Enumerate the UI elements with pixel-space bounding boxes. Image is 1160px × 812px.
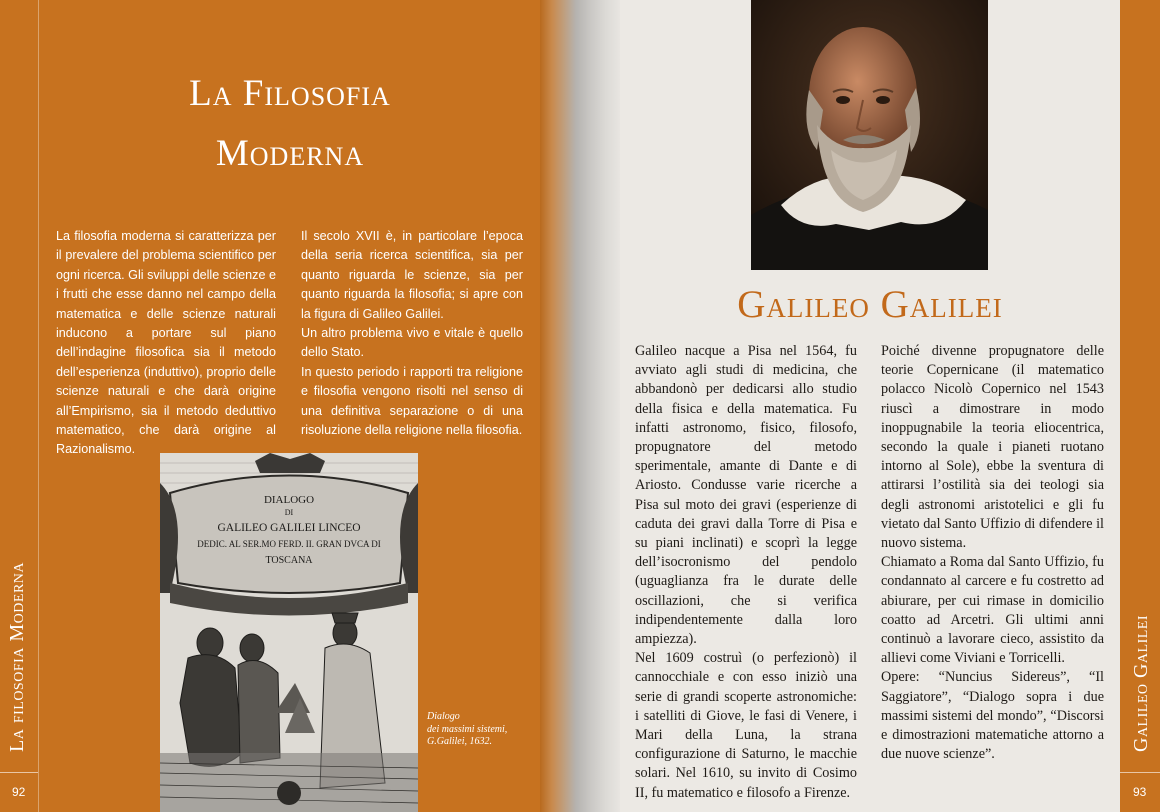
- paragraph: Il secolo XVII è, in particolare l’epoca della seria ricerca scientifica, sia per quanto riguarda le scienze, sia per quanto riguarda la filosofia; si apre con la figura di Galileo Galilei.: [301, 229, 523, 321]
- paragraph: Chiamato a Roma dal Santo Uffizio, fu condannato al carcere e fu costretto ad abiurare, per cui rimase in domicilio coatto ad Arcetri. Gli ultimi anni continuò a lavorare cieco, assistito da allievi come Viviani e Torricelli.: [881, 554, 1104, 667]
- left-page: [0, 0, 540, 812]
- paragraph: La filosofia moderna si caratterizza per il prevalere del problema scientifico per ogni ricerca. Gli sviluppi delle scienze e i frutti che esse danno nel campo della matematica e delle scienze naturali inducono a portare sul piano dell’indagine filosofica sia il metodo dell’esperienza (induttivo), proprio delle scienze naturali e che darà origine all’Empirismo, sia il metodo deduttivo matematico, che darà origine al Razionalismo.: [56, 229, 276, 457]
- galileo-portrait-image: [751, 0, 988, 270]
- emblem-icon: [277, 781, 301, 805]
- chapter-title-line-1: La Filosofia: [189, 73, 391, 114]
- banner-text-1: DIALOGO: [263, 494, 315, 506]
- left-running-title: La filosofia Moderna: [6, 561, 28, 752]
- caption-line-1: Dialogo: [427, 711, 460, 722]
- paragraph: Un altro problema vivo e vitale è quello dello Stato.: [301, 326, 523, 360]
- image-caption: [427, 711, 532, 749]
- intro-column-1: [56, 227, 276, 460]
- banner-text-5: TOSCANA: [265, 555, 313, 566]
- dialogo-frontispiece-image: [160, 453, 418, 812]
- person-title: Galileo Galilei: [737, 283, 1003, 326]
- paragraph: Galileo nacque a Pisa nel 1564, fu avviato agli studi di medicina, che abbandonò per dedicarsi allo studio della fisica e della matematica. Fu infatti astronomo, fisico, filosofo, propugnatore del metodo sperimentale, amante di Dante e di Ariosto. Condusse varie ricerche a Pisa sul moto dei gravi (esperienze di caduta dei gravi dalla Torre di Pisa e su piani inclinati) e scoprì la legge dell’isocronismo del pendolo (uguaglianza fra le durate delle oscillazioni, che si verifica indipendentemente dalla loro ampiezza).: [635, 343, 857, 648]
- bio-column-2: [881, 342, 1104, 764]
- caption-line-2: dei massimi sistemi,: [427, 723, 508, 735]
- footer-rule: [1120, 772, 1160, 773]
- paragraph: Poiché divenne propugnatore delle teorie Copernicane (il matematico polacco Nicolò Copernico nel 1543 riuscì a dimostrare in modo inoppugnabile la teoria eliocentrica, secondo la quale i pianeti ruotano intorno al Sole), ebbe la sventura di attirarsi l’ostilità sia dei teologi sia degli astronomi aristotelici e gli fu vietato dal Santo Uffizio di difendere il nuovo sistema.: [881, 343, 1104, 552]
- banner-text-4: DEDIC. AL SER.MO FERD. II. GRAN DVCA DI: [197, 539, 381, 549]
- bio-column-1: [635, 342, 857, 803]
- engraving-illustration: [160, 453, 418, 812]
- banner-text-2: DI: [284, 508, 294, 517]
- book-gutter: [540, 0, 620, 812]
- paragraph: Opere: “Nuncius Sidereus”, “Il Saggiatore”, “Dialogo sopra i due massimi sistemi del mondo”, “Discorsi e dimostrazioni matematiche attorno a due nuove scienze”.: [881, 669, 1104, 763]
- paragraph: In questo periodo i rapporti tra religione e filosofia vengono risolti nel senso di una definitiva separazione o di una risoluzione della religione nella filosofia.: [301, 364, 523, 438]
- chapter-title: [90, 64, 490, 184]
- banner-text-3: GALILEO GALILEI LINCEO: [217, 522, 361, 534]
- caption-line-3: G.Galilei, 1632.: [427, 736, 492, 747]
- paragraph: Nel 1609 costruì (o perfezionò) il cannocchiale e con esso iniziò una serie di grandi scoperte astronomiche: i satelliti di Giove, le fasi di Venere, i Mari della Luna, la strana configurazione di Saturno, le macchie solari. Nel 1610, su invito di Cosimo II, fu matematico e filosofo a Firenze.: [635, 650, 857, 801]
- sidebar-divider: [38, 0, 39, 812]
- portrait-illustration: [751, 0, 988, 270]
- right-running-title: Galileo Galilei: [1130, 614, 1152, 752]
- chapter-title-line-2: Moderna: [215, 133, 365, 174]
- page-number-right: 93: [1133, 785, 1147, 799]
- page-number-left: 92: [12, 785, 26, 799]
- intro-column-2: [301, 227, 523, 440]
- footer-rule: [0, 772, 38, 773]
